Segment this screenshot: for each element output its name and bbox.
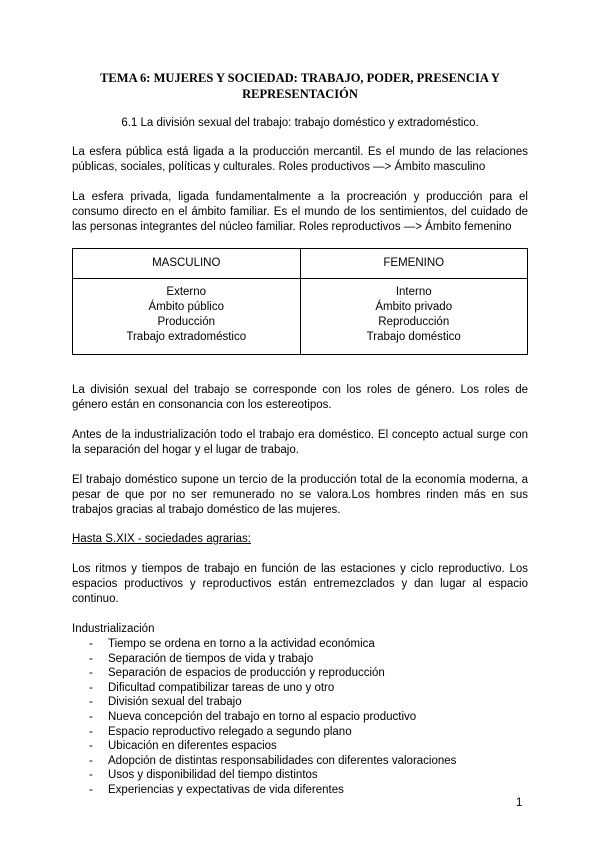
list-item-text: Experiencias y expectativas de vida diferentes: [108, 783, 344, 796]
dash-bullet: -: [89, 696, 93, 709]
list-item-text: Tiempo se ordena en torno a la actividad económica: [108, 638, 375, 650]
list-item: [72, 725, 528, 740]
section-heading-agrarias: Hasta S.XIX - sociedades agrarias:: [72, 533, 251, 545]
dash-bullet: -: [89, 783, 93, 796]
table-value: Producción: [157, 316, 216, 328]
list-item-text: Separación de espacios de producción y reproducción: [108, 667, 385, 680]
paragraph-industrializacion: Antes de la industrialización todo el trabajo era doméstico. El concepto actual surge con la separación del hogar y el lugar de trabajo.: [72, 429, 528, 456]
table-value: Trabajo doméstico: [366, 331, 461, 343]
dash-bullet: -: [89, 681, 93, 694]
list-item-text: Separación de tiempos de vida y trabajo: [108, 652, 314, 665]
dash-bullet: -: [89, 740, 93, 753]
list-item-text: División sexual del trabajo: [108, 696, 242, 709]
list-item: [72, 754, 528, 769]
list-item: [72, 783, 528, 798]
table-cell-femenino: [300, 279, 528, 355]
table-header-masculino: MASCULINO: [73, 249, 301, 279]
table-value: Reproducción: [378, 316, 450, 328]
list-item-text: Espacio reproductivo relegado a segundo plano: [108, 725, 352, 738]
paragraph-trabajo-domestico: El trabajo doméstico supone un tercio de la producción total de la economía moderna, a pesar de que por no ser remunerado no se valora.Los hombres rinden más en sus trabajos gracias al trabajo doméstico de las mujeres.: [72, 474, 528, 516]
list-item-text: Dificultad compatibilizar tareas de uno y otro: [108, 681, 335, 694]
list-item: [72, 695, 528, 710]
dash-bullet: -: [89, 754, 93, 767]
dash-bullet: -: [89, 710, 93, 723]
table-value: Interno: [395, 286, 432, 298]
list-item: [72, 768, 528, 783]
list-item: [72, 637, 528, 652]
roles-table: [72, 248, 528, 355]
paragraph-roles-genero: La división sexual del trabajo se corresponde con los roles de género. Los roles de género están en consonancia con los estereotipos.: [72, 384, 528, 411]
dash-bullet: -: [89, 667, 93, 680]
list-item-text: Nueva concepción del trabajo en torno al espacio productivo: [108, 710, 417, 723]
list-item: [72, 652, 528, 667]
paragraph-esfera-publica: La esfera pública está ligada a la producción mercantil. Es el mundo de las relaciones públicas, sociales, políticas y culturales. Roles productivos —> Ámbito masculino: [72, 146, 528, 173]
table-header-femenino: FEMENINO: [300, 249, 528, 279]
table-value: Trabajo extradoméstico: [126, 331, 247, 343]
table-value: Ámbito privado: [375, 301, 453, 313]
list-item-text: Adopción de distintas responsabilidades con diferentes valoraciones: [108, 754, 457, 767]
list-item: [72, 681, 528, 696]
dash-bullet: -: [89, 725, 93, 738]
list-item: [72, 739, 528, 754]
list-item: [72, 666, 528, 681]
dash-bullet: -: [89, 638, 93, 650]
dash-bullet: -: [89, 769, 93, 782]
document-page: [72, 70, 528, 798]
list-item: [72, 710, 528, 725]
title-line-2: REPRESENTACIÓN: [242, 87, 358, 101]
list-item-text: Usos y disponibilidad del tiempo distintos: [108, 769, 318, 782]
table-value: Ámbito público: [148, 301, 224, 313]
table-value: Externo: [166, 286, 207, 298]
industrializacion-list: [72, 637, 528, 798]
paragraph-esfera-privada: La esfera privada, ligada fundamentalmente a la procreación y producción para el consumo directo en el ámbito familiar. Es el mundo de los sentimientos, del cuidado de las personas integrantes del núcleo familiar. Roles reproductivos —> Ámbito femenino: [72, 191, 528, 233]
page-number: 1: [516, 797, 523, 809]
dash-bullet: -: [89, 652, 93, 665]
title-line-1: TEMA 6: MUJERES Y SOCIEDAD: TRABAJO, PODER, PRESENCIA Y: [100, 71, 500, 85]
list-item-text: Ubicación en diferentes espacios: [108, 740, 277, 753]
section-subtitle: 6.1 La división sexual del trabajo: trabajo doméstico y extradoméstico.: [121, 117, 479, 129]
document-title: [72, 70, 528, 102]
table-cell-masculino: [73, 279, 301, 355]
paragraph-ritmos: Los ritmos y tiempos de trabajo en función de las estaciones y ciclo reproductivo. Los espacios productivos y reproductivos están entremezclados y dan lugar al espacio continuo.: [72, 563, 528, 605]
list-title: Industrialización: [72, 623, 155, 635]
